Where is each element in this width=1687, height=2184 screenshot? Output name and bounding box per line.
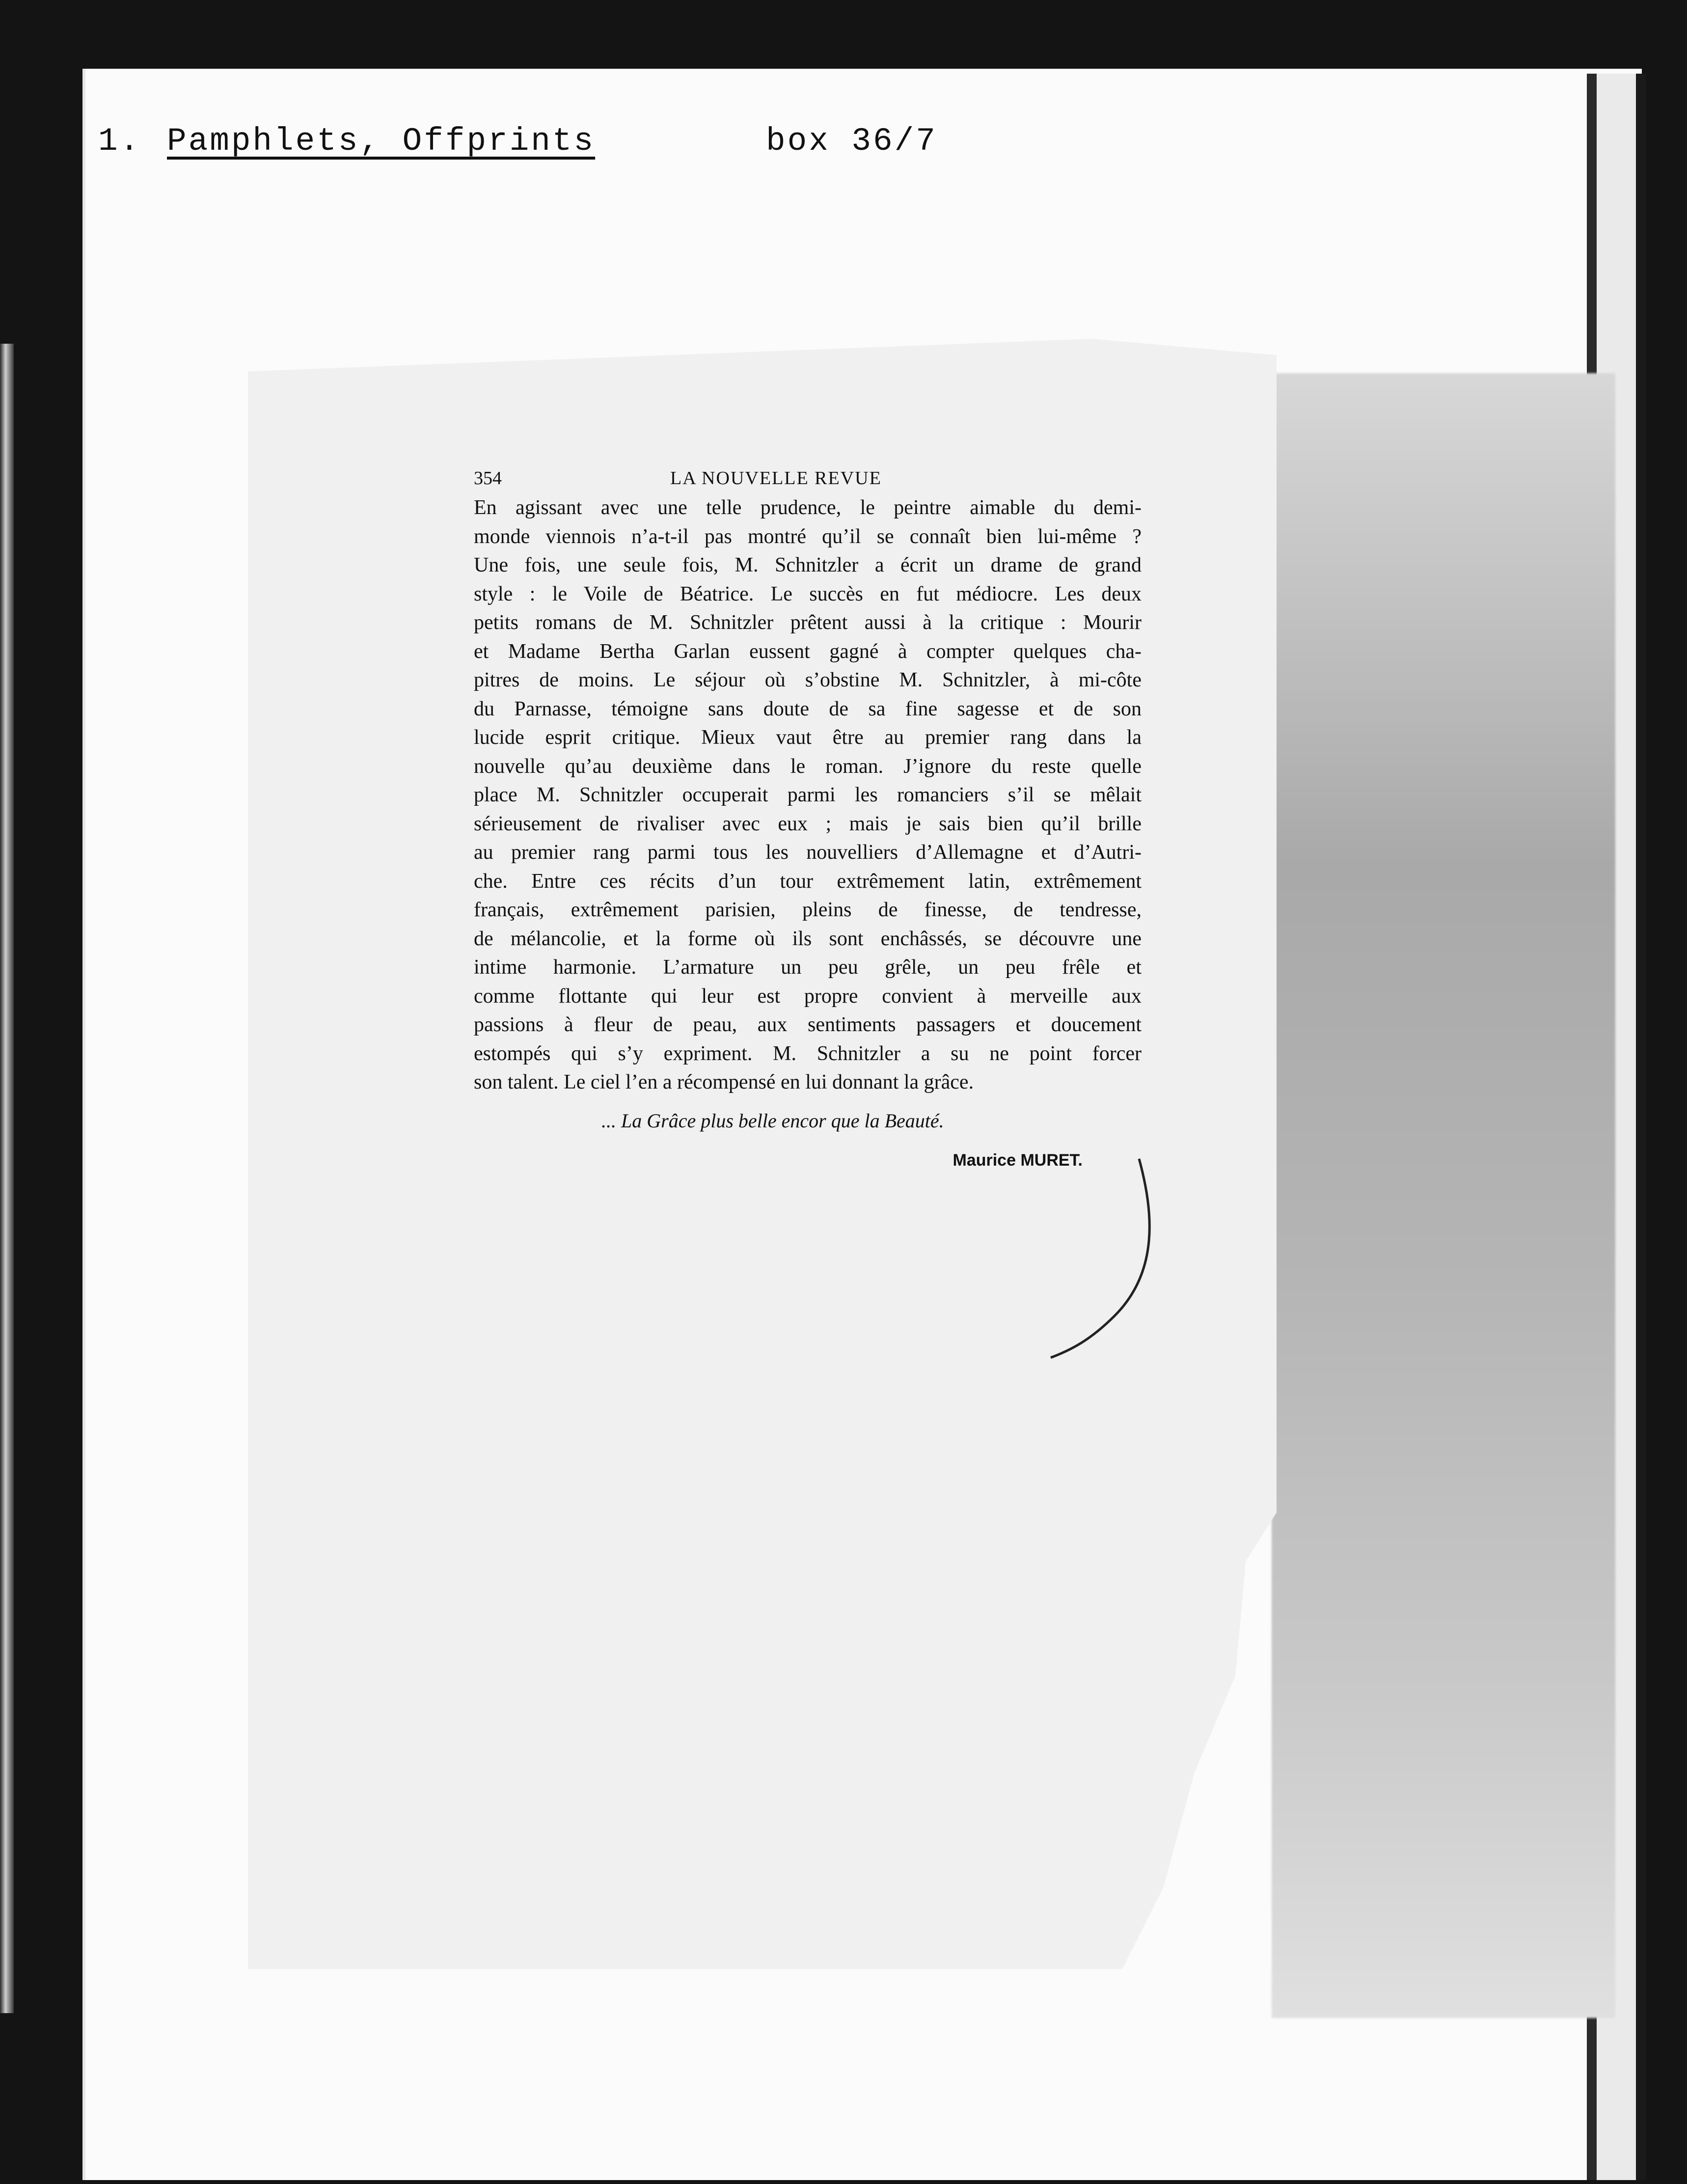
page-shadow: [1272, 373, 1615, 2018]
text-line: En agissant avec une telle prudence, le peintre aimable du demi-: [474, 496, 1142, 519]
paragraph: [474, 493, 1142, 1097]
text-line: passions à fleur de peau, aux sentiments passagers et doucement: [474, 1013, 1142, 1036]
text-line: au premier rang parmi tous les nouvelliers d’Allemagne et d’Autri-: [474, 841, 1142, 864]
text-line: sérieusement de rivaliser avec eux ; mais je sais bien qu’il brille: [474, 812, 1142, 835]
label-number: 1.: [98, 123, 141, 160]
text-line: et Madame Bertha Garlan eussent gagné à compter quelques cha-: [474, 640, 1142, 663]
text-line: de mélancolie, et la forme où ils sont enchâssés, se découvre une: [474, 927, 1142, 950]
page-text: [474, 464, 1142, 1175]
text-line: petits romans de M. Schnitzler prêtent aussi à la critique : Mourir: [474, 611, 1142, 634]
text-line: lucide esprit critique. Mieux vaut être au premier rang dans la: [474, 726, 1142, 749]
author-signature: Maurice MURET.: [952, 1151, 1083, 1170]
closing-quote: ... La Grâce plus belle encor que la Beauté.: [601, 1109, 944, 1132]
text-line: son talent. Le ciel l’en a récompensé en lui donnant la grâce.: [474, 1071, 974, 1093]
text-line: nouvelle qu’au deuxième dans le roman. J’ignore du reste quelle: [474, 755, 1142, 778]
text-line: intime harmonie. L’armature un peu grêle, un peu frêle et: [474, 956, 1142, 979]
text-line: Une fois, une seule fois, M. Schnitzler a écrit un drame de grand: [474, 554, 1142, 576]
text-line: français, extrêmement parisien, pleins de finesse, de tendresse,: [474, 899, 1142, 921]
text-line: monde viennois n’a-t-il pas montré qu’il se connaît bien lui-même ?: [474, 525, 1142, 548]
left-film-edge: [0, 344, 14, 2013]
text-line: place M. Schnitzler occuperait parmi les romanciers s’il se mêlait: [474, 784, 1142, 806]
text-line: comme flottante qui leur est propre convient à merveille aux: [474, 984, 1142, 1008]
running-title: LA NOUVELLE REVUE: [670, 468, 882, 489]
text-line: style : le Voile de Béatrice. Le succès en fut médiocre. Les deux: [474, 582, 1142, 605]
text-line: du Parnasse, témoigne sans doute de sa fine sagesse et de son: [474, 697, 1142, 720]
label-title: Pamphlets, Offprints: [167, 123, 596, 160]
text-line: estompés qui s’y expriment. M. Schnitzler a su ne point forcer: [474, 1042, 1142, 1065]
page-number: 354: [474, 468, 502, 489]
running-head: [474, 464, 1142, 493]
text-line: che. Entre ces récits d’un tour extrêmement latin, extrêmement: [474, 870, 1142, 893]
pencil-mark: [1041, 1154, 1159, 1360]
text-line: pitres de moins. Le séjour où s’obstine M. Schnitzler, à mi-côte: [474, 669, 1142, 691]
label-box-number: box 36/7: [766, 123, 937, 160]
